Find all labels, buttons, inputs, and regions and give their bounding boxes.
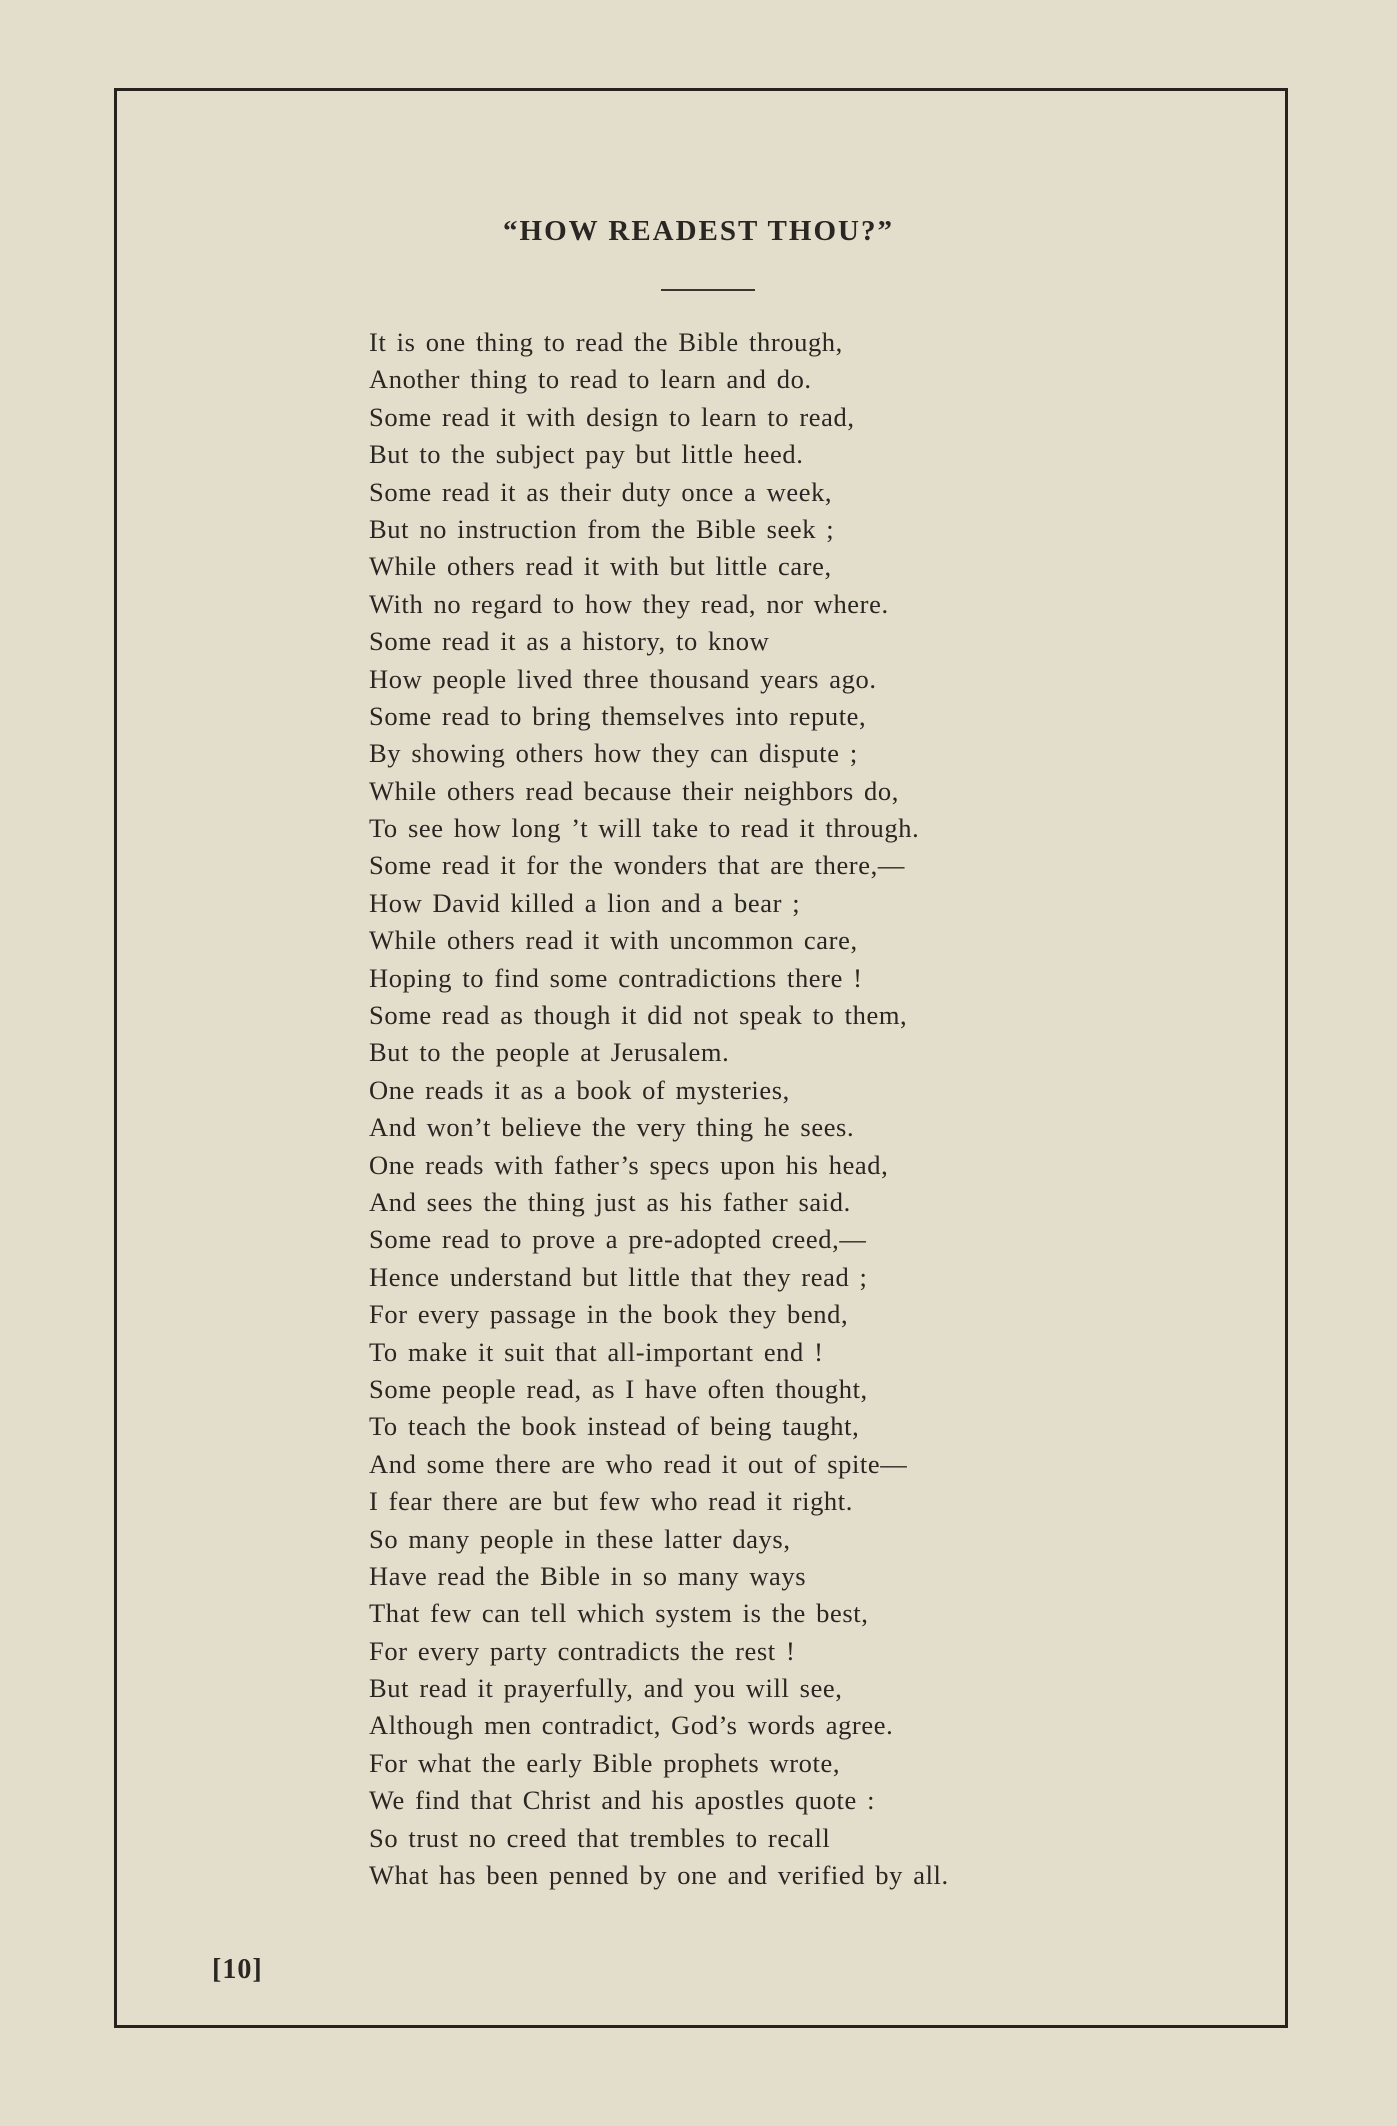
poem-line: And won’t believe the very thing he sees. (369, 1112, 855, 1143)
poem-line: By showing others how they can dispute ; (369, 738, 858, 769)
poem-line: Some read to prove a pre-adopted creed,— (369, 1224, 867, 1255)
poem-line: We find that Christ and his apostles quote : (369, 1785, 876, 1816)
poem-line: One reads with father’s specs upon his head, (369, 1149, 889, 1180)
poem-body (369, 324, 1129, 1894)
poem-title: “HOW READEST THOU?” (503, 215, 894, 247)
poem-line: Another thing to read to learn and do. (369, 364, 812, 395)
poem-line: Although men contradict, God’s words agree. (369, 1710, 894, 1741)
poem-line: Hence understand but little that they read ; (369, 1261, 868, 1292)
poem-line: Some read it as their duty once a week, (369, 476, 833, 507)
poem-line: What has been penned by one and verified by all. (369, 1860, 949, 1891)
poem-line: That few can tell which system is the best, (369, 1598, 869, 1629)
poem-line: So many people in these latter days, (369, 1523, 791, 1554)
poem-line: Hoping to find some contradictions there ! (369, 962, 863, 993)
poem-line: Some read it as a history, to know (369, 626, 770, 657)
poem-line: Some read it with design to learn to read, (369, 401, 855, 432)
poem-line: But no instruction from the Bible seek ; (369, 513, 835, 544)
poem-line: To see how long ’t will take to read it through. (369, 813, 920, 844)
poem-line: To make it suit that all-important end ! (369, 1336, 824, 1367)
poem-line: How people lived three thousand years ago. (369, 663, 877, 694)
poem-line: Have read the Bible in so many ways (369, 1560, 807, 1591)
poem-line: For what the early Bible prophets wrote, (369, 1747, 841, 1778)
poem-line: How David killed a lion and a bear ; (369, 887, 801, 918)
page-number: [10] (212, 1954, 263, 1985)
poem-line: One reads it as a book of mysteries, (369, 1074, 790, 1105)
title-rule (661, 289, 755, 291)
poem-line: Some read it for the wonders that are there,— (369, 850, 905, 881)
poem-line: It is one thing to read the Bible through, (369, 327, 843, 357)
poem-line: Some read as though it did not speak to them, (369, 1000, 908, 1031)
poem-line: Some people read, as I have often thought, (369, 1373, 868, 1404)
poem-line: But to the subject pay but little heed. (369, 439, 804, 470)
poem-line: To teach the book instead of being taught, (369, 1411, 860, 1442)
poem-line: While others read it with but little care, (369, 551, 832, 582)
poem-line: With no regard to how they read, nor where. (369, 588, 889, 619)
poem-line: For every party contradicts the rest ! (369, 1635, 796, 1666)
poem-line: But read it prayerfully, and you will see, (369, 1673, 843, 1704)
poem-line: For every passage in the book they bend, (369, 1299, 849, 1330)
poem-line: So trust no creed that trembles to recall (369, 1822, 831, 1853)
poem-line: And sees the thing just as his father said. (369, 1186, 851, 1217)
poem-line: And some there are who read it out of spite— (369, 1448, 908, 1479)
poem-line: But to the people at Jerusalem. (369, 1037, 730, 1068)
poem-line: Some read to bring themselves into repute, (369, 700, 867, 731)
poem-line: I fear there are but few who read it right. (369, 1486, 853, 1517)
poem-line: While others read it with uncommon care, (369, 925, 858, 956)
poem-line: While others read because their neighbors do, (369, 775, 899, 806)
